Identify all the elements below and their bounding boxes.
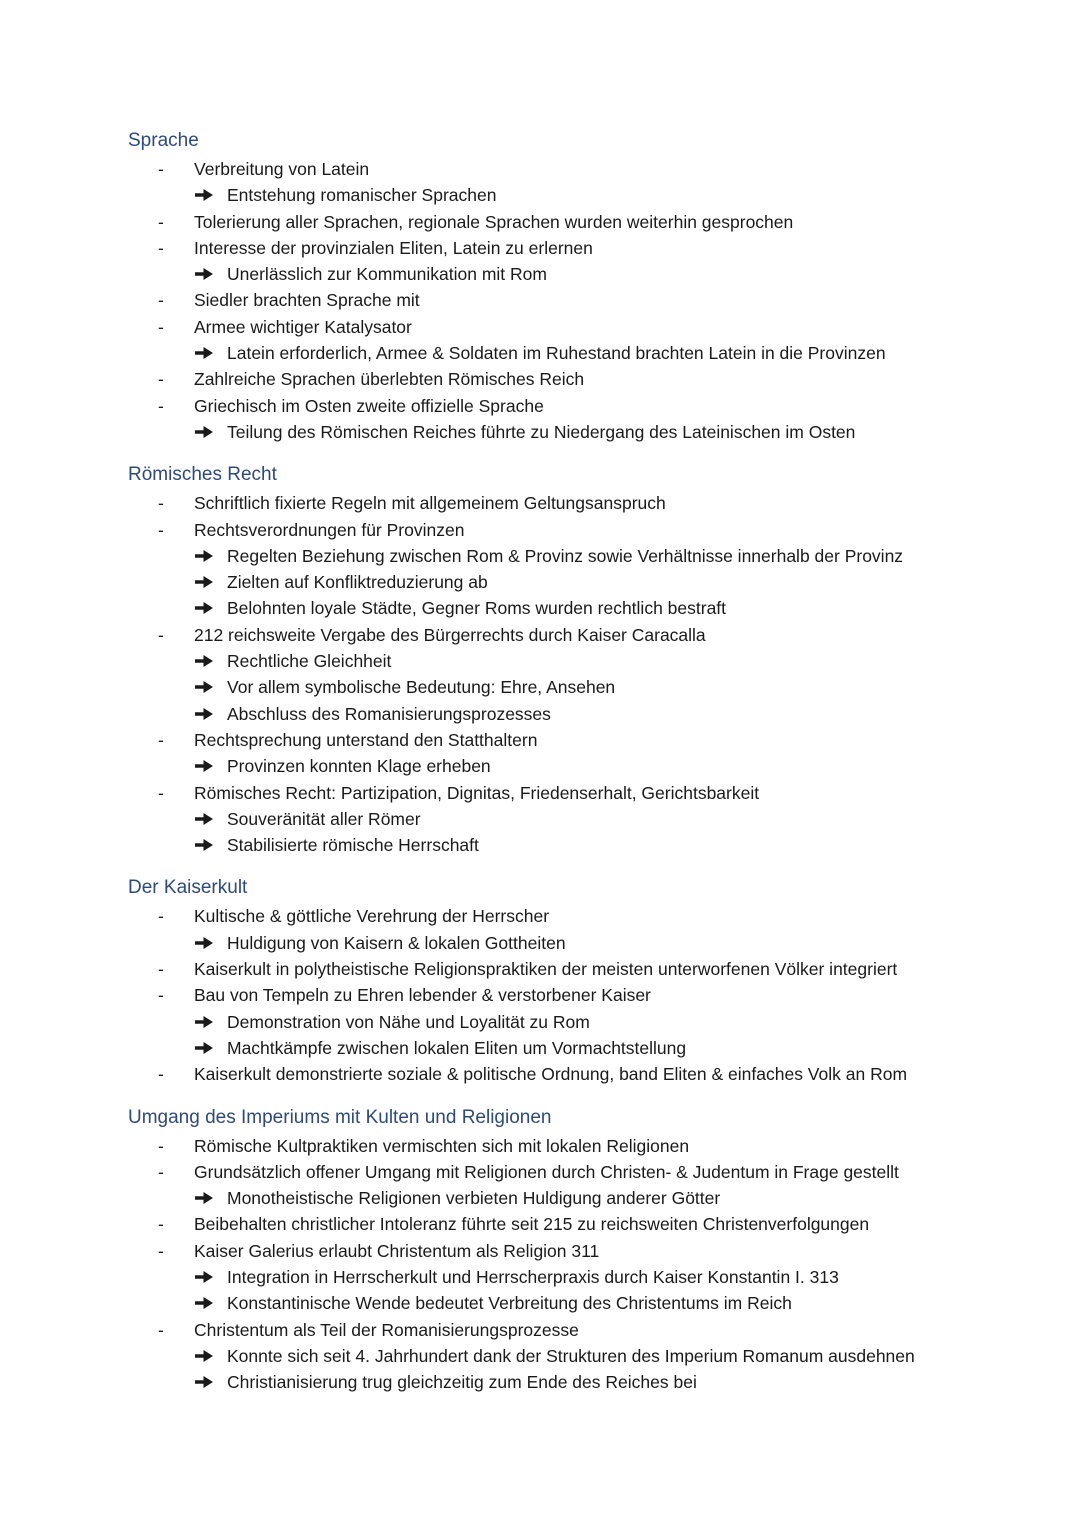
point-text: Beibehalten christlicher Intoleranz führte seit 215 zu reichsweiten Christenverfolgungen [194, 1214, 870, 1235]
bullet-point [0, 1133, 1080, 1159]
point-text: Teilung des Römischen Reiches führte zu Niedergang des Lateinischen im Osten [227, 421, 856, 442]
arrow-right-icon [194, 812, 214, 826]
point-text: Souveränität aller Römer [227, 808, 421, 829]
bullet-point [0, 1061, 1080, 1087]
section [0, 875, 1080, 1087]
section-heading: Umgang des Imperiums mit Kulten und Religionen [128, 1106, 552, 1128]
dash-bullet: - [158, 1214, 164, 1235]
sub-point [0, 340, 1080, 366]
dash-bullet: - [158, 1240, 164, 1261]
arrow-right-icon [194, 1375, 214, 1389]
sub-point [0, 753, 1080, 779]
sub-point [0, 930, 1080, 956]
sub-point [0, 1009, 1080, 1035]
sub-point [0, 1185, 1080, 1211]
point-text: Belohnten loyale Städte, Gegner Roms wurden rechtlich bestraft [227, 598, 727, 619]
dash-bullet: - [158, 782, 164, 803]
dash-bullet: - [158, 395, 164, 416]
sub-point [0, 1264, 1080, 1290]
point-text: Verbreitung von Latein [194, 159, 370, 179]
sub-point [0, 1035, 1080, 1061]
sub-point [0, 569, 1080, 595]
point-text: Integration in Herrscherkult und Herrscherpraxis durch Kaiser Konstantin I. 313 [227, 1266, 839, 1287]
arrow-right-icon [194, 1270, 214, 1284]
arrow-right-icon [194, 1041, 214, 1055]
dash-bullet: - [158, 211, 164, 232]
dash-bullet: - [158, 159, 164, 179]
arrow-right-icon [194, 654, 214, 668]
bullet-point [0, 287, 1080, 313]
point-text: 212 reichsweite Vergabe des Bürgerrechts durch Kaiser Caracalla [194, 624, 706, 645]
point-text: Konstantinische Wende bedeutet Verbreitung des Christentums im Reich [227, 1293, 792, 1314]
point-text: Machtkämpfe zwischen lokalen Eliten um Vormachtstellung [227, 1037, 687, 1058]
point-text: Huldigung von Kaisern & lokalen Gottheiten [227, 932, 566, 953]
section [0, 1105, 1080, 1396]
point-text: Kultische & göttliche Verehrung der Herrscher [194, 906, 550, 927]
arrow-right-icon [194, 1191, 214, 1205]
arrow-right-icon [194, 346, 214, 360]
point-text: Armee wichtiger Katalysator [194, 316, 412, 337]
bullet-point [0, 156, 1080, 182]
sub-point [0, 261, 1080, 287]
dash-bullet: - [158, 729, 164, 750]
point-text: Unerlässlich zur Kommunikation mit Rom [227, 264, 547, 285]
dash-bullet: - [158, 624, 164, 645]
arrow-right-icon [194, 188, 214, 202]
bullet-point [0, 1159, 1080, 1185]
arrow-right-icon [194, 267, 214, 281]
arrow-right-icon [194, 549, 214, 563]
section-heading: Sprache [128, 130, 199, 151]
bullet-point [0, 1211, 1080, 1237]
arrow-right-icon [194, 601, 214, 615]
point-text: Zahlreiche Sprachen überlebten Römisches Reich [194, 369, 585, 390]
bullet-point [0, 490, 1080, 516]
point-text: Interesse der provinzialen Eliten, Latein zu erlernen [194, 237, 593, 258]
section-heading: Der Kaiserkult [128, 877, 248, 899]
dash-bullet: - [158, 1135, 164, 1156]
sub-point [0, 648, 1080, 674]
point-text: Christianisierung trug gleichzeitig zum Ende des Reiches bei [227, 1372, 697, 1393]
sub-point [0, 832, 1080, 858]
point-text: Rechtliche Gleichheit [227, 651, 392, 672]
point-text: Grundsätzlich offener Umgang mit Religionen durch Christen- & Judentum in Frage gestellt [194, 1161, 899, 1182]
bullet-point [0, 393, 1080, 419]
bullet-point [0, 366, 1080, 392]
bullet-point [0, 209, 1080, 235]
sub-point [0, 543, 1080, 569]
sub-point [0, 419, 1080, 445]
sub-point [0, 1290, 1080, 1316]
bullet-point [0, 622, 1080, 648]
arrow-right-icon [194, 680, 214, 694]
bullet-point [0, 727, 1080, 753]
dash-bullet: - [158, 519, 164, 540]
point-text: Kaiserkult demonstrierte soziale & politische Ordnung, band Eliten & einfaches Volk an Rom [194, 1064, 908, 1085]
sub-point [0, 1343, 1080, 1369]
arrow-right-icon [194, 936, 214, 950]
section [0, 462, 1080, 858]
dash-bullet: - [158, 369, 164, 390]
dash-bullet: - [158, 1319, 164, 1340]
point-text: Konnte sich seit 4. Jahrhundert dank der Strukturen des Imperium Romanum ausdehnen [227, 1345, 915, 1366]
dash-bullet: - [158, 290, 164, 311]
point-text: Christentum als Teil der Romanisierungsprozesse [194, 1319, 579, 1340]
point-text: Römisches Recht: Partizipation, Dignitas, Friedenserhalt, Gerichtsbarkeit [194, 782, 760, 803]
arrow-right-icon [194, 425, 214, 439]
dash-bullet: - [158, 906, 164, 927]
point-text: Schriftlich fixierte Regeln mit allgemeinem Geltungsanspruch [194, 493, 666, 514]
dash-bullet: - [158, 1064, 164, 1085]
section-heading: Römisches Recht [128, 464, 277, 486]
sub-point [0, 182, 1080, 208]
point-text: Bau von Tempeln zu Ehren lebender & verstorbener Kaiser [194, 985, 651, 1006]
point-text: Vor allem symbolische Bedeutung: Ehre, Ansehen [227, 677, 616, 698]
arrow-right-icon [194, 707, 214, 721]
point-text: Zielten auf Konfliktreduzierung ab [227, 572, 488, 593]
sub-point [0, 701, 1080, 727]
bullet-point [0, 314, 1080, 340]
point-text: Stabilisierte römische Herrschaft [227, 835, 479, 856]
point-text: Kaiserkult in polytheistische Religionspraktiken der meisten unterworfenen Völker integriert [194, 959, 898, 980]
point-text: Römische Kultpraktiken vermischten sich mit lokalen Religionen [194, 1135, 690, 1156]
point-text: Kaiser Galerius erlaubt Christentum als Religion 311 [194, 1240, 600, 1261]
point-text: Griechisch im Osten zweite offizielle Sprache [194, 395, 544, 416]
bullet-point [0, 1317, 1080, 1343]
sub-point [0, 1369, 1080, 1395]
point-text: Demonstration von Nähe und Loyalität zu Rom [227, 1011, 590, 1032]
point-text: Abschluss des Romanisierungsprozesses [227, 703, 551, 724]
bullet-point [0, 235, 1080, 261]
arrow-right-icon [194, 838, 214, 852]
bullet-point [0, 903, 1080, 929]
dash-bullet: - [158, 493, 164, 514]
arrow-right-icon [194, 759, 214, 773]
point-text: Rechtsprechung unterstand den Statthaltern [194, 729, 538, 750]
point-text: Provinzen konnten Klage erheben [227, 756, 491, 777]
arrow-right-icon [194, 1296, 214, 1310]
dash-bullet: - [158, 316, 164, 337]
bullet-point [0, 780, 1080, 806]
point-text: Tolerierung aller Sprachen, regionale Sprachen wurden weiterhin gesprochen [194, 211, 794, 232]
point-text: Rechtsverordnungen für Provinzen [194, 519, 465, 540]
point-text: Latein erforderlich, Armee & Soldaten im Ruhestand brachten Latein in die Provinzen [227, 343, 886, 364]
point-text: Regelten Beziehung zwischen Rom & Provinz sowie Verhältnisse innerhalb der Provinz [227, 545, 904, 566]
arrow-right-icon [194, 1349, 214, 1363]
bullet-point [0, 1238, 1080, 1264]
dash-bullet: - [158, 1161, 164, 1182]
arrow-right-icon [194, 1015, 214, 1029]
bullet-point [0, 982, 1080, 1008]
sub-point [0, 674, 1080, 700]
point-text: Siedler brachten Sprache mit [194, 290, 420, 311]
dash-bullet: - [158, 985, 164, 1006]
point-text: Monotheistische Religionen verbieten Huldigung anderer Götter [227, 1188, 721, 1209]
section [0, 128, 1080, 445]
dash-bullet: - [158, 237, 164, 258]
sub-point [0, 595, 1080, 621]
point-text: Entstehung romanischer Sprachen [227, 185, 497, 206]
dash-bullet: - [158, 959, 164, 980]
arrow-right-icon [194, 575, 214, 589]
bullet-point [0, 517, 1080, 543]
document-page [0, 128, 1080, 1395]
sub-point [0, 806, 1080, 832]
bullet-point [0, 956, 1080, 982]
